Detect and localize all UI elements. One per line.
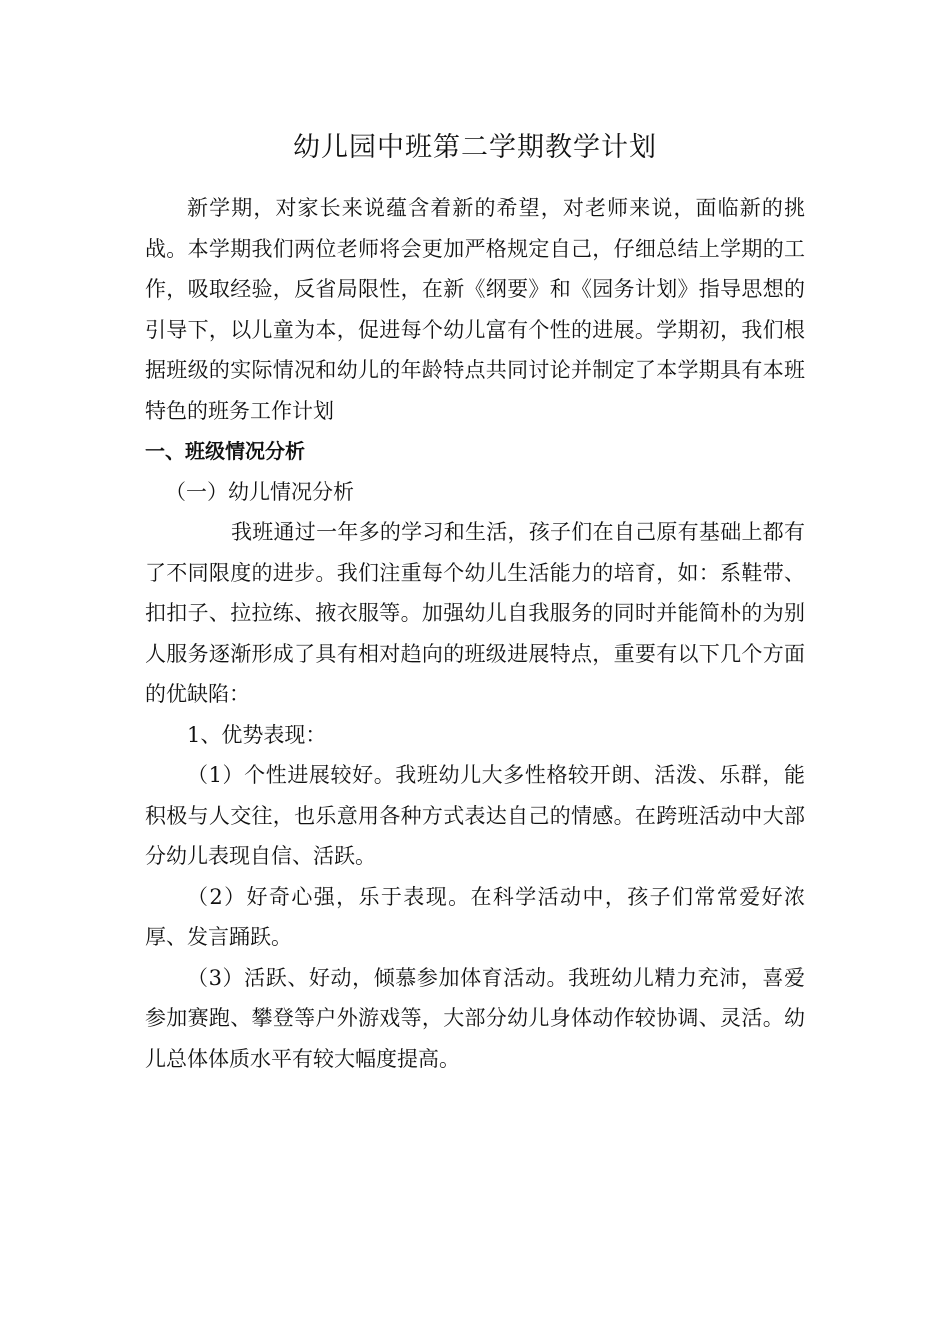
list-item: （3）活跃、好动，倾慕参加体育活动。我班幼儿精力充沛，喜爱参加赛跑、攀登等户外游戏等，大部分幼儿身体动作较协调、灵活。幼儿总体体质水平有较大幅度提高。 [145, 965, 805, 1071]
subsection-heading: （一）幼儿情况分析 [165, 479, 354, 504]
section-heading: 一、班级情况分析 [145, 439, 305, 463]
document-body [145, 188, 805, 1079]
point-heading: 1、优势表现： [187, 722, 327, 747]
list-item: （2）好奇心强，乐于表现。在科学活动中，孩子们常常爱好浓厚、发言踊跃。 [145, 884, 805, 949]
list-item: （1）个性进展较好。我班幼儿大多性格较开朗、活泼、乐群，能积极与人交往，也乐意用各种方式表达自己的情感。在跨班活动中大部分幼儿表现自信、活跃。 [145, 763, 805, 868]
subsection-paragraph: 我班通过一年多的学习和生活，孩子们在自己原有基础上都有了不同限度的进步。我们注重每个幼儿生活能力的培育，如：系鞋带、扣扣子、拉拉练、掖衣服等。加强幼儿自我服务的同时并能简朴的为别人服务逐渐形成了具有相对趋向的班级进展特点，重要有以下几个方面的优缺陷： [145, 520, 805, 706]
document-title: 幼儿园中班第二学期教学计划 [293, 132, 657, 163]
intro-paragraph: 新学期，对家长来说蕴含着新的希望，对老师来说，面临新的挑战。本学期我们两位老师将会更加严格规定自己，仔细总结上学期的工作，吸取经验，反省局限性，在新《纲要》和《园务计划》指导思想的引导下，以儿童为本，促进每个幼儿富有个性的进展。学期初，我们根据班级的实际情况和幼儿的年龄特点共同讨论并制定了本学期具有本班特色的班务工作计划 [145, 196, 805, 423]
